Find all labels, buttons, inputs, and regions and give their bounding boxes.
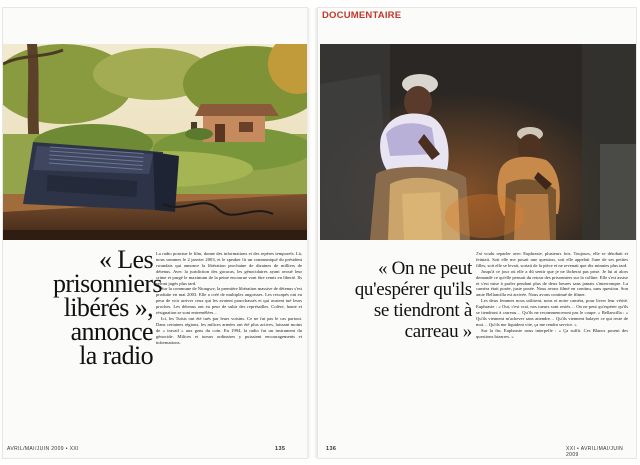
right-page (318, 8, 636, 458)
body-paragraph: La radio ponctue le film, donne des informations et des repères temporels. Là, nous sommes le 2 janvier 2003, et le speaker lit un communiqué du président rwandais qui annonce la libération prochaine de dizaines de milliers de détenus. Avec la juridiction des gacacas, les génocidaires ayant avoué leur crime et purgé le maximum de la peine encourue vont être remis en liberté. Ils seront jugés plus tard. (156, 251, 302, 286)
page-number-right: 136 (326, 446, 337, 452)
body-paragraph: Sur la fin, Euphrasie nous interpelle : « Ça suffit. Ces Blancs posent des questions bizarres. » (476, 327, 628, 339)
article-body-right (476, 251, 628, 340)
article-body-left (156, 251, 302, 346)
pull-quote-right: « On ne peut qu'espérer qu'ils se tiendront à carreau » (354, 258, 472, 342)
page-number-left: 135 (275, 446, 286, 452)
body-paragraph: Sur la commune de Ntongwe, la première libération massive de détenus s'est produite en mai 2003. Elle a créé de multiples angoisses. Les rescapés ont eu peur de voir arriver ceux qui les avaient pourchassés et qui avaient tué leurs proches. Les détenus ont eu peur de subir des représailles. Colère, honte et résignation se sont entremêlées… (156, 286, 302, 316)
radio-landscape-art (3, 44, 307, 240)
two-women-art (320, 44, 636, 240)
spread-gutter (307, 8, 318, 458)
body-paragraph: Ici, les Tutsis ont été tués par leurs voisins. Ce ne fut pas le cas partout. Dans certaines régions, les milices armées ont été plus actives, laissant moins de « travail » aux gens du coin. En 1994, la radio fut un instrument du génocide. Milices et tueurs ordinaires y puisaient encouragements et informations. (156, 315, 302, 345)
pull-quote-left: « Les prisonniers libérés », annonce la radio (53, 245, 162, 370)
radio-landscape-illustration (3, 44, 307, 240)
two-women-illustration (320, 44, 636, 240)
section-label: DOCUMENTAIRE (322, 10, 402, 21)
folio-issue-right: XXI • AVRIL/MAI/JUIN 2009 (566, 446, 624, 458)
left-page (3, 8, 307, 458)
body-paragraph: Les deux femmes nous utilisent, nous et notre caméra, pour livrer leur vérité. Euphrasie : « Oui, c'est vrai, nos tueurs sont restés… On ne peut qu'espérer qu'ils se tiendront à carreau… Qu'ils ne recommenceront pas le coupe. » Bellancilla : « Qu'ils viennent m'achever sans attendre… Qu'ils viennent balayer ce qui reste de moi… Qu'ils me liquident vite, ça me rendra service. » (476, 298, 628, 327)
folio-issue-left: AVRIL/MAI/JUIN 2009 • XXI (7, 446, 79, 452)
body-paragraph: J'ai voulu reparler avec Euphrasie, plusieurs fois. Toujours, elle se dérobait et feintait. Soit elle me posait une question, soit elle appelait l'une de ses petites filles, soit elle se levait, sortait de la pièce et ne revenait que dix minutes plus tard. (476, 251, 628, 268)
body-paragraph: Jusqu'à ce jour où elle a dû sentir que je ne lâcherai pas prise. Je lui ai alors demandé ce qu'elle pensait du retour des prisonniers sur la colline. Elle s'est assise et s'est mise à parler pendant plus de deux heures sans jamais s'interrompre. La caméra était posée, juste posée. Nous avons filmé en continu, sans question. Son amie Bellancilla est arrivée. Nous avons continué de filmer. (476, 268, 628, 298)
